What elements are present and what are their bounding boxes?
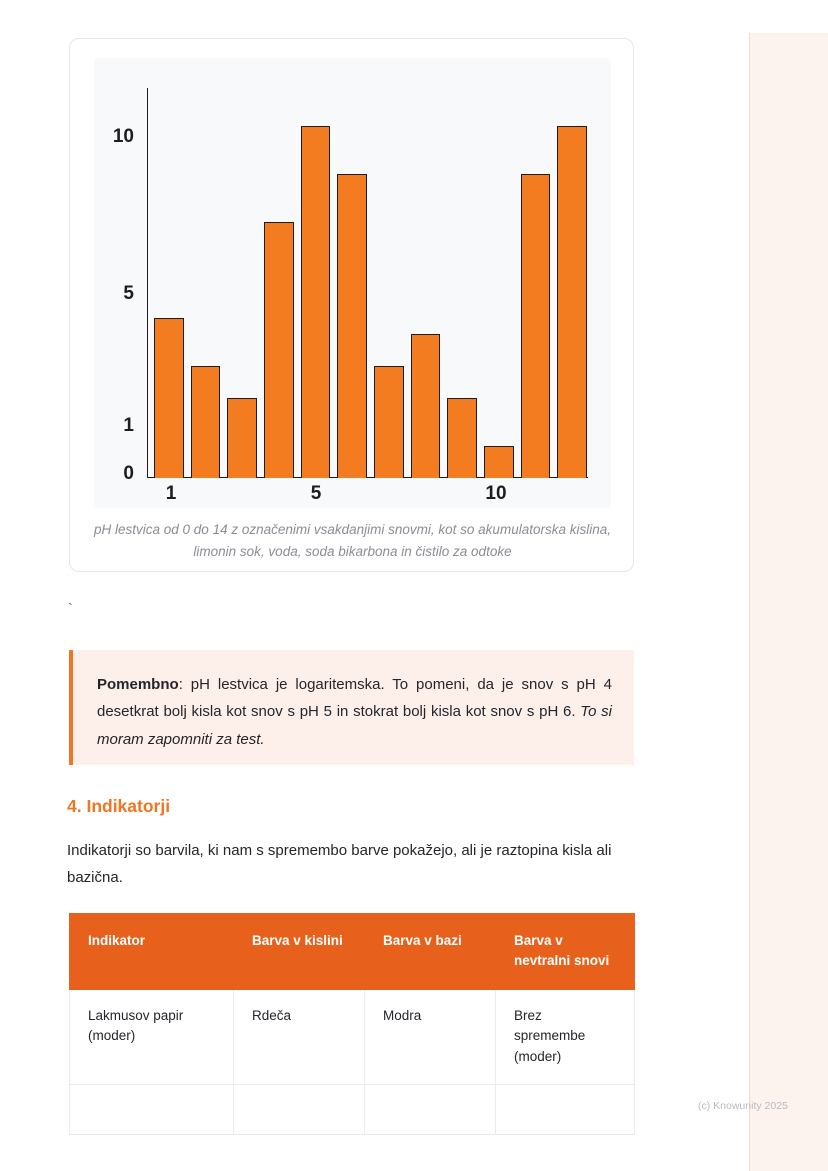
y-axis-tick-0: 0 [123, 463, 134, 484]
bar-9 [447, 398, 477, 478]
bar-7 [374, 366, 404, 478]
table-row [70, 1085, 635, 1135]
chart-caption: pH lestvica od 0 do 14 z označenimi vsakdanjimi snovmi, kot so akumulatorska kislina, limonin sok, voda, soda bikarbona in čistilo za odtoke [94, 522, 611, 560]
bar-2 [191, 366, 221, 478]
table-header-barva-v-bazi: Barva v bazi [365, 914, 496, 990]
table-header-indikator: Indikator [70, 914, 234, 990]
callout-accent-bar [69, 650, 73, 765]
cell-indicator: Lakmusov papir (moder) [70, 989, 234, 1085]
table-row [70, 989, 635, 1085]
callout-label: Pomembno [97, 676, 179, 693]
bar-1 [154, 318, 184, 478]
chart-card [69, 38, 634, 572]
bar-series [148, 88, 587, 478]
indicator-table [69, 913, 635, 1135]
y-axis-tick-10: 10 [112, 126, 134, 147]
section-heading: 4. Indikatorji [67, 796, 171, 816]
x-axis-tick-5: 5 [310, 483, 322, 504]
bar-6 [337, 174, 367, 478]
table-header-row [70, 914, 635, 990]
callout-separator: : [178, 676, 191, 693]
cell-neutral [496, 1085, 635, 1135]
bar-3 [227, 398, 257, 478]
x-axis-tick-1: 1 [165, 483, 177, 504]
bar-10 [484, 446, 514, 478]
bar-4 [264, 222, 294, 478]
cell-acid [234, 1085, 365, 1135]
table-header-barva-v-nevtralni-snovi: Barva v nevtralni snovi [496, 914, 635, 990]
bar-5 [301, 126, 331, 478]
stray-text-mark: ` [68, 600, 73, 616]
bar-8 [411, 334, 441, 478]
bar-11 [521, 174, 551, 478]
right-side-rail [749, 33, 828, 1171]
chart-plot-area [94, 58, 611, 508]
cell-acid: Rdeča [234, 989, 365, 1085]
x-axis-tick-10: 10 [485, 483, 507, 504]
callout-text [97, 671, 612, 753]
cell-indicator [70, 1085, 234, 1135]
copyright-notice: (c) Knowunity 2025 [698, 1100, 788, 1112]
y-axis-tick-1: 1 [123, 415, 134, 436]
cell-base: Modra [365, 989, 496, 1085]
cell-base [365, 1085, 496, 1135]
y-axis-tick-5: 5 [123, 283, 134, 304]
important-callout [69, 650, 634, 765]
bar-12 [557, 126, 587, 478]
callout-body: pH lestvica je logaritemska. To pomeni, da je snov s pH 4 desetkrat bolj kisla kot snov s pH 5 in stokrat bolj kisla kot snov s pH 6. [97, 676, 612, 721]
section-paragraph: Indikatorji so barvila, ki nam s spremembo barve pokažejo, ali je raztopina kisla ali bazična. [67, 842, 612, 886]
cell-neutral: Brez spremembe (moder) [496, 989, 635, 1085]
callout-emphasis: To si moram zapomniti za test. [97, 703, 612, 748]
table-header-barva-v-kislini: Barva v kislini [234, 914, 365, 990]
